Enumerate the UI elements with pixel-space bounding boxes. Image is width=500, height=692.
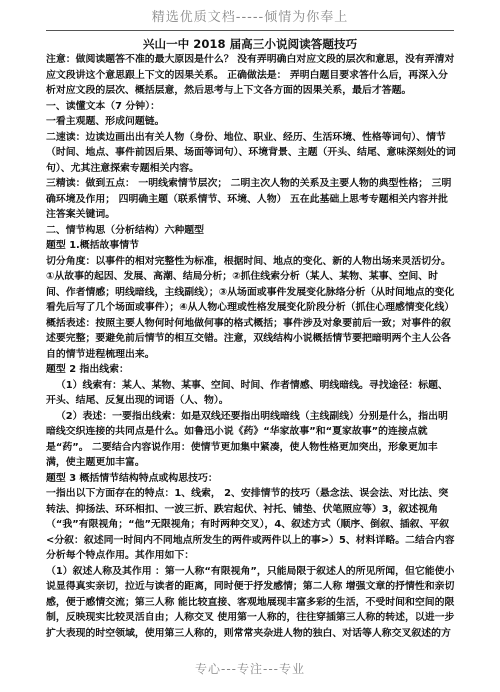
header-divider — [46, 30, 454, 31]
section-heading: 二、情节构思（分析结构）六种题型 — [46, 224, 205, 236]
question-type-heading: 题型 3 概括情节结构特点或构思技巧： — [46, 472, 218, 484]
page-header: 精选优质文档-----倾情为你奉上 — [151, 10, 349, 25]
page-footer: 专心---专注---专业 — [195, 662, 305, 676]
document-title: 兴山一中 2018 届高三小说阅读答题技巧 — [142, 37, 358, 51]
document-body — [46, 52, 456, 641]
step-two: 二速读：边读边画出出有关人物（身份、地位、职业、经历、生活环境、性格等词句）、情节（时间、地点、事件前因后果、场面等词句）、环境背景、主题（开头、结尾、意味深刻处的词句）、尤其注意探索专题相关内容。 — [46, 131, 456, 174]
question-type-heading: 题型 1.概括故事情节 — [46, 240, 140, 251]
question-type-heading: 题型 2 指出线索： — [46, 364, 129, 375]
step-one: 一看主观题、形成问题链。 — [46, 116, 165, 127]
note-paragraph: 注意：做阅读题答不准的最大原因是什么？ 没有弄明确白对应文段的层次和意思，没有弄清对应文段讲这个意思跟上下文的因果关系。 正确做法是： 弄明白题目要求答什么后，再深入分析对应文段的层次、概括层意，然后思考与上下文各方面的因果关系，最后才答题。 — [46, 54, 455, 96]
section-heading: 一、读懂文本（7 分钟）： — [46, 100, 160, 112]
body-paragraph: （2）表述：一要指出线索：如是双线还要指出明线暗线（主线副线）分别是什么，指出明暗线交织连接的共同点是什么。如鲁迅小说《药》“华家故事”和“夏家故事”的连接点就是“药”。 二要结合内容说作用：使情节更加集中紧凑，使人物性格更加突出，形象更加丰满，使主题更加丰富。 — [46, 410, 448, 468]
body-paragraph: （1）叙述人称及其作用 ：第一人称“有限视角”，只能局限于叙述人的所见所闻，但它能使小说显得真实亲切，拉近与读者的距离，同时便于抒发感情；第二人称 增强文章的抒情性和亲切感，便于感情交流；第三人称 能比较直接、客观地展现丰富多彩的生活，不受时间和空间的限制，反映现实比较灵活自由；人称交叉 使用第一人称的，往往穿插第三人称的转述，以进一步扩大表现的时空领域，使用第三人称的，则常常夹杂进人物的独白、对话等人称交叉叙述的方 — [46, 565, 455, 639]
step-three: 三精读：做到五点： 一明线索情节层次； 二明主次人物的关系及主要人物的典型性格； 三明确环境及作用； 四明确主题（联系情节、环境、人物） 五在此基础上思考专题相关内容并批注答案关键词。 — [46, 178, 452, 220]
body-paragraph: 一指出以下方面存在的特点：1、线索， 2、安排情节的技巧（悬念法、误会法、对比法、突转法、抑扬法、环环相扣、一波三折、跌宕起伏、衬托、铺垫、伏笔照应等）3，叙述视角（“我”有限视角；“他”无限视角；有时两种交叉），4、叙述方式（顺序、倒叙、插叙、平叙<分叙：叙述同一时间内不同地点所发生的两件或两件以上的事>）5、材料详略。二结合内容分析每个特点作用。其作用如下： — [46, 488, 455, 561]
body-paragraph: 概括表述：按照主要人物何时何地做何事的格式概括；事件涉及对象要前后一致；对事件的叙述要完整；要避免前后情节的相互交错。注意，双线结构小说概括情节要把暗明两个主人公各自的情节进程梳理出来。 — [46, 317, 451, 360]
body-paragraph: （1）线索有：某人、某物、某事、空间、时间、作者情感、明线暗线。寻找途径：标题、开头、结尾、反复出现的词语（人、物）。 — [46, 379, 448, 406]
body-paragraph: 切分角度：以事件的相对完整性为标准，根据时间、地点的变化、新的人物出场来灵活切分。①从故事的起因、发展、高潮、结局分析；②抓住线索分析（某人、某物、某事、空间、时间、作者情感；明线暗线，主线副线）；③从场面或事件发展变化脉络分析（从时间地点的变化看先后写了几个场面或事件）；④从人物心理或性格发展变化阶段分析（抓住心理感情变化线） — [46, 255, 455, 313]
